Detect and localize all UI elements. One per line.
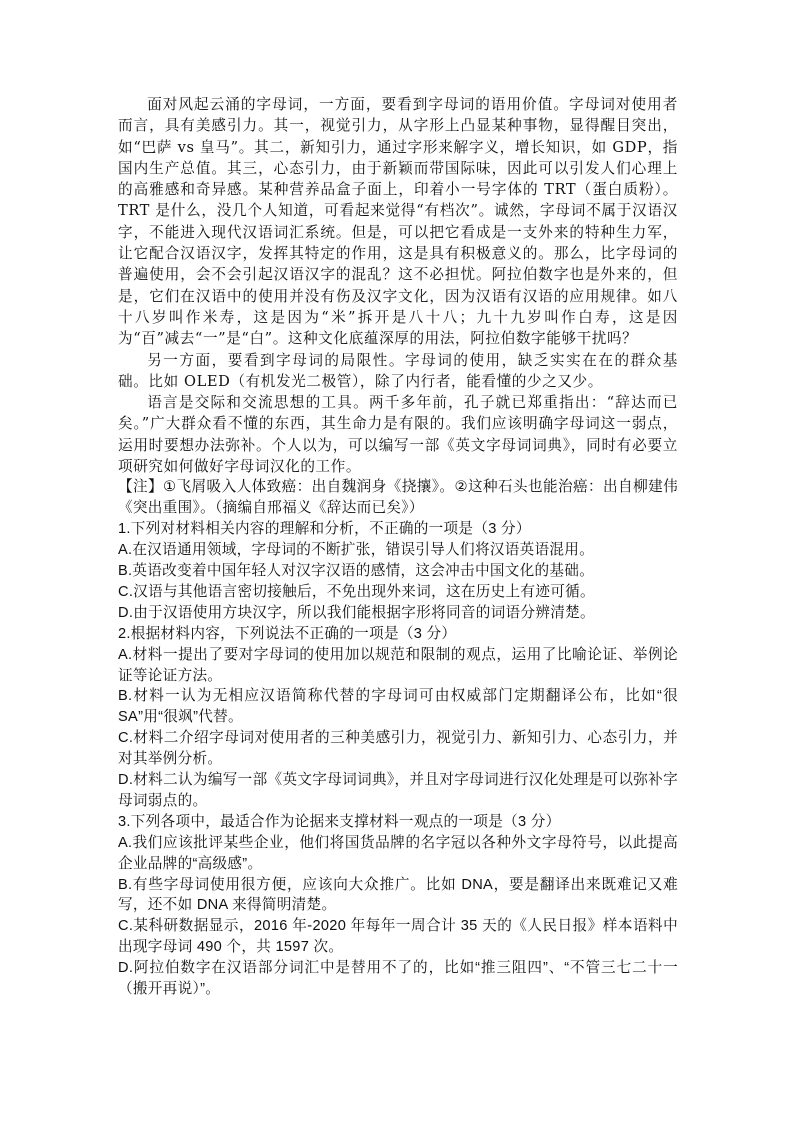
passage-text	[118, 94, 678, 477]
option-a: A.在汉语通用领域，字母词的不断扩张，错误引导人们将汉语英语混用。	[118, 542, 595, 559]
option-a: A.材料一提出了要对字母词的使用加以规范和限制的观点，运用了比喻论证、举例论证等论证方法。	[118, 646, 678, 684]
passage-paragraph-1: 面对风起云涌的字母词，一方面，要看到字母词的语用价值。字母词对使用者而言，具有美感引力。其一，视觉引力，从字形上凸显某种事物，显得醒目突出，如“巴萨 vs 皇马”。其二，新知引力，通过字形来解字义，增长知识，如 GDP，指国内生产总值。其三，心态引力，由于新颖而带国际味，因此可以引发人们心理上的高雅感和奇异感。某种营养品盒子面上，印着小一号字体的 TRT（蛋白质粉）。TRT 是什么，没几个人知道，可看起来觉得“有档次”。诚然，字母词不属于汉语汉字，不能进入现代汉语词汇系统。但是，可以把它看成是一支外来的特种生力军，让它配合汉语汉字，发挥其特定的作用，这是具有积极意义的。那么，比字母词的普遍使用，会不会引起汉语汉字的混乱？这不必担忧。阿拉伯数字也是外来的，但是，它们在汉语中的使用并没有伤及汉字文化，因为汉语有汉语的应用规律。如八十八岁叫作米寿，这是因为“米”拆开是八十八；九十九岁叫作白寿，这是因为“百”减去“一”是“白”。这种文化底蕴深厚的用法，阿拉伯数字能够干扰吗？	[118, 96, 678, 348]
option-c: C.某科研数据显示，2016 年-2020 年每年一周合计 35 天的《人民日报》样本语料中出现字母词 490 个，共 1597 次。	[118, 918, 678, 956]
questions-section	[118, 477, 678, 1000]
question-stem: 1.下列对材料相关内容的理解和分析，不正确的一项是（3 分）	[118, 521, 531, 538]
question-2	[118, 624, 678, 812]
source-note: 【注】①飞屑吸入人体致癌：出自魏润身《挠攘》。②这种石头也能治癌：出自柳建伟《突出重围》。（摘编自邢福义《辞达而已矣》）	[118, 479, 678, 517]
option-b: B.有些字母词使用很方便，应该向大众推广。比如 DNA，要是翻译出来既难记又难写，还不如 DNA 来得简明清楚。	[118, 876, 678, 914]
option-a: A.我们应该批评某些企业，他们将国货品牌的名字冠以各种外文字母符号，以此提高企业品牌的“高级感”。	[118, 834, 678, 872]
question-stem: 2.根据材料内容，下列说法不正确的一项是（3 分）	[118, 625, 457, 642]
option-b: B.材料一认为无相应汉语简称代替的字母词可由权威部门定期翻译公布，比如“很 SA”用“很飒”代替。	[118, 688, 678, 726]
option-b: B.英语改变着中国年轻人对汉字汉语的感情，这会冲击中国文化的基础。	[118, 562, 595, 579]
option-c: C.汉语与其他语言密切接触后，不免出现外来词，这在历史上有迹可循。	[118, 583, 595, 600]
passage-paragraph-3: 语言是交际和交流思想的工具。两千多年前，孔子就已郑重指出：“辞达而已矣。”广大群众看不懂的东西，其生命力是有限的。我们应该明确字母词这一弱点，运用时要想办法弥补。个人以为，可以编写一部《英文字母词词典》，同时有必要立项研究如何做好字母词汉化的工作。	[118, 394, 678, 476]
question-3	[118, 812, 678, 1000]
option-c: C.材料二介绍字母词对使用者的三种美感引力，视觉引力、新知引力、心态引力，并对其举例分析。	[118, 730, 678, 768]
option-d: D.由于汉语使用方块汉字，所以我们能根据字形将同音的词语分辨清楚。	[118, 604, 595, 621]
question-stem: 3.下列各项中，最适合作为论据来支撑材料一观点的一项是（3 分）	[118, 813, 561, 830]
passage-paragraph-2: 另一方面，要看到字母词的局限性。字母词的使用，缺乏实实在在的群众基础。比如 OLED（有机发光二极管），除了内行者，能看懂的少之又少。	[118, 351, 678, 390]
document-page	[118, 94, 678, 1000]
option-d: D.阿拉伯数字在汉语部分词汇中是替用不了的，比如“推三阻四”、“不管三七二十一（搬开再说）”。	[118, 960, 678, 998]
option-d: D.材料二认为编写一部《英文字母词词典》，并且对字母词进行汉化处理是可以弥补字母词弱点的。	[118, 772, 678, 809]
question-1	[118, 519, 678, 624]
